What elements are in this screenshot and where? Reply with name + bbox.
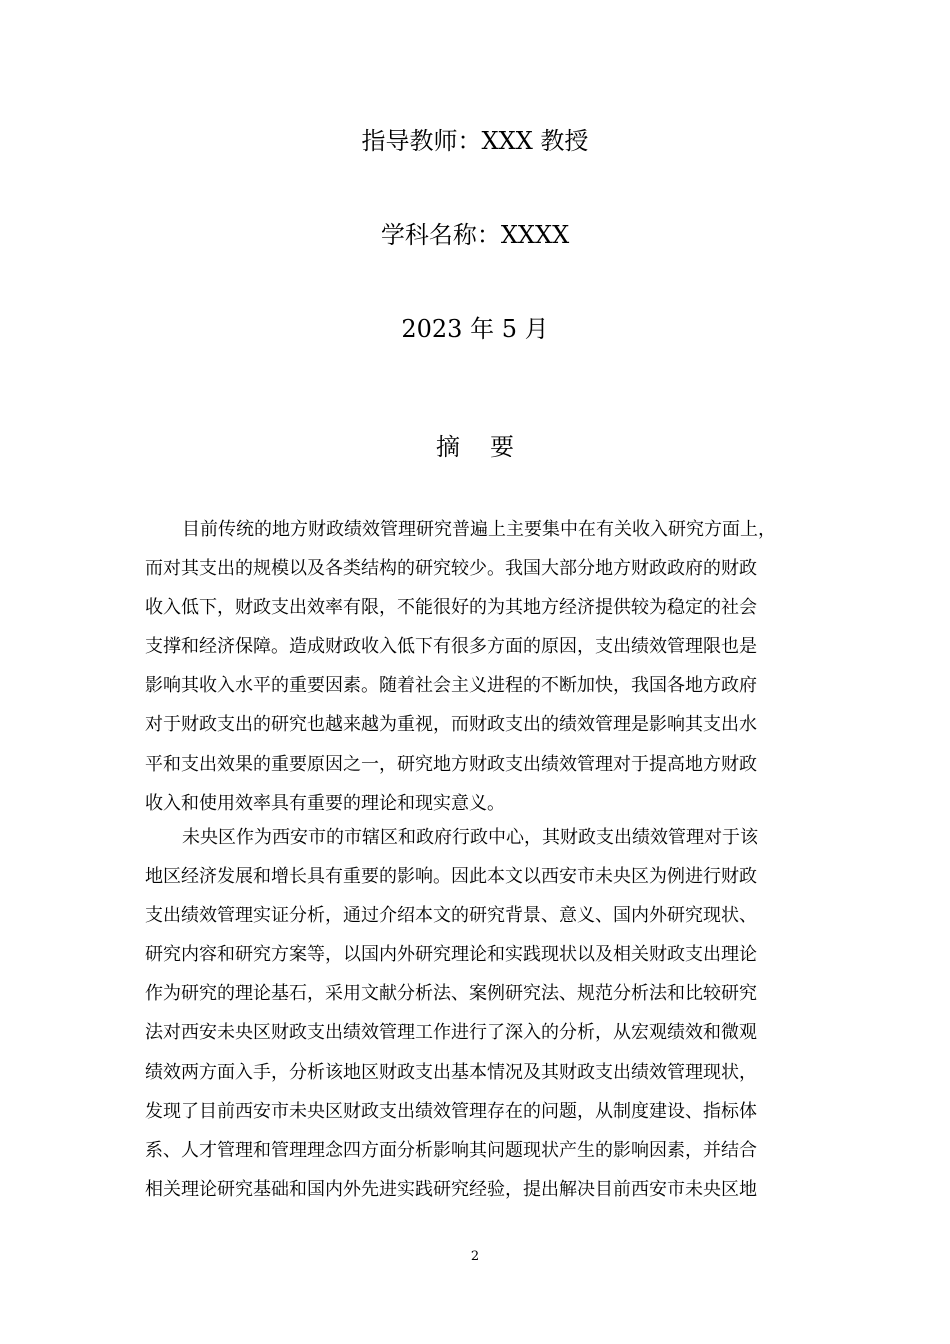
- text-line: 相关理论研究基础和国内外先进实践研究经验，提出解决目前西安市未央区地: [145, 1178, 757, 1200]
- text-line: 影响其收入水平的重要因素。随着社会主义进程的不断加快，我国各地方政府: [145, 675, 757, 697]
- text-line: 目前传统的地方财政绩效管理研究普遍上主要集中在有关收入研究方面上，: [182, 519, 776, 540]
- text-line: 绩效两方面入手，分析该地区财政支出基本情况及其财政支出绩效管理现状，: [145, 1061, 757, 1083]
- text-line: 地区经济发展和增长具有重要的影响。因此本文以西安市未央区为例进行财政: [145, 866, 757, 888]
- abstract-heading: [0, 431, 950, 463]
- text-line: 未央区作为西安市的市辖区和政府行政中心，其财政支出绩效管理对于该: [182, 827, 758, 848]
- text-line: 对于财政支出的研究也越来越为重视，而财政支出的绩效管理是影响其支出水: [145, 714, 757, 736]
- abstract-heading-char: 要: [490, 433, 514, 461]
- page-number: 2: [470, 1249, 480, 1264]
- text-line: 发现了目前西安市未央区财政支出绩效管理存在的问题，从制度建设、指标体: [145, 1100, 757, 1122]
- advisor-line: 指导教师：XXX 教授: [361, 127, 589, 155]
- text-line: 收入和使用效率具有重要的理论和现实意义。: [145, 792, 505, 814]
- text-line: 支出绩效管理实证分析，通过介绍本文的研究背景、意义、国内外研究现状、: [145, 905, 757, 927]
- text-line: 法对西安未央区财政支出绩效管理工作进行了深入的分析，从宏观绩效和微观: [145, 1022, 757, 1044]
- date-line: 2023 年 5 月: [401, 315, 549, 343]
- abstract-paragraph-1: [145, 510, 810, 823]
- text-line: 系、人才管理和管理理念四方面分析影响其问题现状产生的影响因素，并结合: [145, 1139, 757, 1161]
- text-line: 平和支出效果的重要原因之一，研究地方财政支出绩效管理对于提高地方财政: [145, 753, 757, 775]
- text-line: 作为研究的理论基石，采用文献分析法、案例研究法、规范分析法和比较研究: [145, 983, 757, 1005]
- text-line: 而对其支出的规模以及各类结构的研究较少。我国大部分地方财政政府的财政: [145, 558, 757, 580]
- abstract-paragraph-2: [145, 818, 810, 1209]
- text-line: 支撑和经济保障。造成财政收入低下有很多方面的原因，支出绩效管理限也是: [145, 636, 757, 658]
- abstract-heading-char: 摘: [436, 433, 460, 461]
- text-line: 收入低下，财政支出效率有限，不能很好的为其地方经济提供较为稳定的社会: [145, 597, 757, 619]
- subject-line: 学科名称：XXXX: [380, 221, 570, 249]
- text-line: 研究内容和研究方案等，以国内外研究理论和实践现状以及相关财政支出理论: [145, 944, 757, 966]
